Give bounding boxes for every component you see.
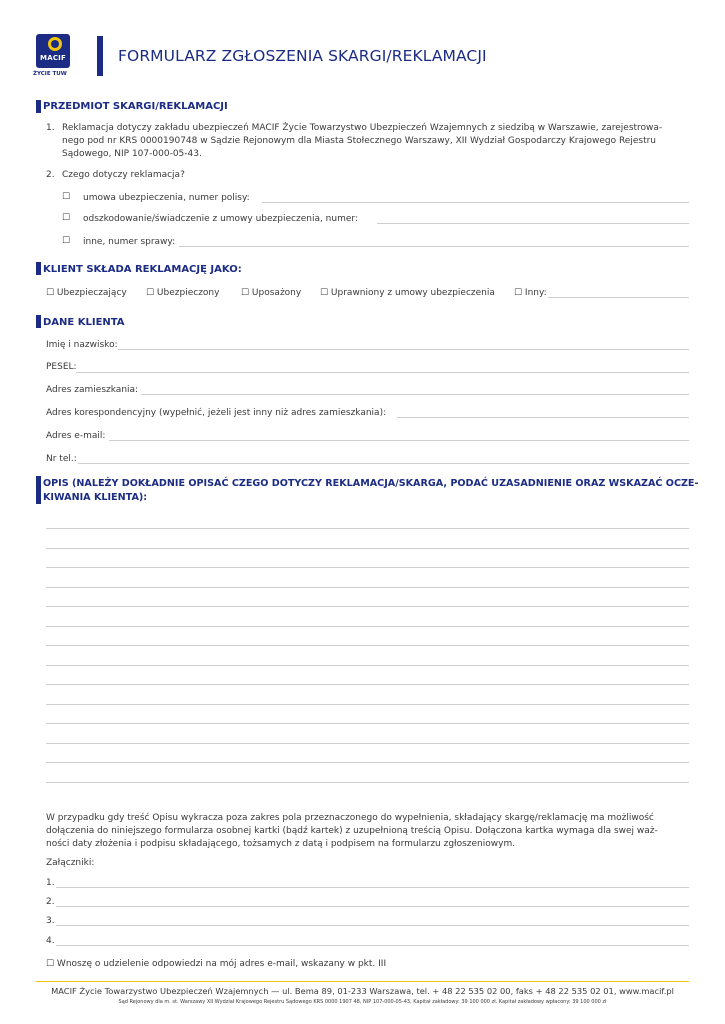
note-line: ności daty złożenia i podpisu składającego, tożsamych z datą i podpisem na formularzu zgłoszeniowym. bbox=[46, 839, 516, 849]
field-label: Adres zamieszkania: bbox=[46, 385, 139, 395]
role-option[interactable]: ☐ Uposażony bbox=[241, 288, 302, 298]
section-heading-subject: PRZEDMIOT SKARGI/REKLAMACJI bbox=[43, 101, 228, 112]
section-marker bbox=[36, 262, 41, 275]
role-option[interactable]: ☐ Ubezpieczony bbox=[146, 288, 220, 298]
section-marker bbox=[36, 315, 41, 328]
fill-line[interactable] bbox=[56, 925, 689, 926]
description-line[interactable] bbox=[46, 665, 689, 666]
item-number: 1. bbox=[46, 123, 55, 133]
fill-line[interactable] bbox=[78, 463, 689, 464]
description-line[interactable] bbox=[46, 645, 689, 646]
fill-line[interactable] bbox=[141, 394, 689, 395]
logo-wordmark: MACIF bbox=[40, 54, 66, 62]
description-line[interactable] bbox=[46, 684, 689, 685]
attachments-label: Załączniki: bbox=[46, 858, 95, 868]
field-label: Imię i nazwisko: bbox=[46, 340, 118, 350]
section-marker bbox=[36, 100, 41, 113]
attachment-number: 2. bbox=[46, 897, 55, 907]
description-line[interactable] bbox=[46, 528, 689, 529]
description-line[interactable] bbox=[46, 762, 689, 763]
field-label: Nr tel.: bbox=[46, 454, 77, 464]
section-heading-description: OPIS (NALEŻY DOKŁADNIE OPISAĆ CZEGO DOTYCZY REKLAMACJA/SKARGA, PODAĆ UZASADNIENIE ORAZ WSKAZAĆ OCZE- bbox=[43, 478, 699, 489]
fill-line[interactable] bbox=[397, 417, 689, 418]
section-heading-client-data: DANE KLIENTA bbox=[43, 317, 125, 328]
section-heading-client-as: KLIENT SKŁADA REKLAMACJĘ JAKO: bbox=[43, 264, 242, 275]
checkbox[interactable]: ☐ bbox=[62, 192, 71, 202]
fill-line[interactable] bbox=[377, 223, 689, 224]
field-label: PESEL: bbox=[46, 362, 77, 372]
role-option[interactable]: ☐ Ubezpieczający bbox=[46, 288, 127, 298]
logo-subtitle: ŻYCIE TUW bbox=[33, 71, 67, 77]
item1-line: Reklamacja dotyczy zakładu ubezpieczeń MACIF Życie Towarzystwo Ubezpieczeń Wzajemnych z siedzibą w Warszawie, zarejestrowa- bbox=[62, 123, 663, 133]
fill-line[interactable] bbox=[76, 372, 689, 373]
section-marker bbox=[36, 476, 41, 504]
checkbox[interactable]: ☐ bbox=[62, 213, 71, 223]
footer-registration: Sąd Rejonowy dla m. st. Warszawy XII Wydział Krajowego Rejestru Sądowego KRS 0000 1907 48, NIP 107-000-05-43, Kapitał zakładowy: 39 100 000 zł. Kapitał zakładowy wpłacony: 39 100 000 zł bbox=[118, 999, 607, 1005]
description-line[interactable] bbox=[46, 548, 689, 549]
option-label: inne, numer sprawy: bbox=[83, 237, 176, 247]
item1-line: Sądowego, NIP 107-000-05-43. bbox=[62, 149, 202, 159]
attachment-number: 3. bbox=[46, 916, 55, 926]
description-line[interactable] bbox=[46, 606, 689, 607]
fill-line[interactable] bbox=[179, 246, 689, 247]
fill-line[interactable] bbox=[56, 887, 689, 888]
footer-address: MACIF Życie Towarzystwo Ubezpieczeń Wzajemnych — ul. Bema 89, 01-233 Warszawa, tel. + 48 22 535 02 00, faks + 48 22 535 02 01, www.macif.pl bbox=[51, 986, 674, 996]
logo-mark-icon bbox=[48, 37, 62, 51]
description-line[interactable] bbox=[46, 587, 689, 588]
checkbox[interactable]: ☐ bbox=[62, 236, 71, 246]
description-line[interactable] bbox=[46, 704, 689, 705]
description-line[interactable] bbox=[46, 723, 689, 724]
fill-line[interactable] bbox=[118, 349, 689, 350]
macif-logo bbox=[36, 34, 70, 68]
item-number: 2. bbox=[46, 170, 55, 180]
attachment-number: 4. bbox=[46, 936, 55, 946]
attachment-number: 1. bbox=[46, 878, 55, 888]
fill-line[interactable] bbox=[56, 945, 689, 946]
role-option[interactable]: ☐ Inny: bbox=[514, 288, 547, 298]
fill-line[interactable] bbox=[56, 906, 689, 907]
description-line[interactable] bbox=[46, 567, 689, 568]
fill-line[interactable] bbox=[548, 297, 689, 298]
footer-divider bbox=[36, 981, 689, 982]
page-title: FORMULARZ ZGŁOSZENIA SKARGI/REKLAMACJI bbox=[118, 47, 487, 65]
item1-line: nego pod nr KRS 0000190748 w Sądzie Rejonowym dla Miasta Stołecznego Warszawy, XII Wydział Gospodarczy Krajowego Rejestru bbox=[62, 136, 657, 146]
fill-line[interactable] bbox=[109, 440, 689, 441]
note-line: dołączenia do niniejszego formularza osobnej kartki (bądź kartek) z uzupełnioną treścią Opisu. Dołączona kartka wymaga dla swej waż- bbox=[46, 826, 658, 836]
description-line[interactable] bbox=[46, 743, 689, 744]
role-option[interactable]: ☐ Uprawniony z umowy ubezpieczenia bbox=[320, 288, 495, 298]
email-consent-checkbox[interactable]: ☐ Wnoszę o udzielenie odpowiedzi na mój adres e-mail, wskazany w pkt. III bbox=[46, 959, 387, 969]
field-label: Adres e-mail: bbox=[46, 431, 106, 441]
title-accent-bar bbox=[97, 36, 103, 76]
field-label: Adres korespondencyjny (wypełnić, jeżeli jest inny niż adres zamieszkania): bbox=[46, 408, 387, 418]
note-line: W przypadku gdy treść Opisu wykracza poza zakres pola przeznaczonego do wypełnienia, składający skargę/reklamację ma możliwość bbox=[46, 813, 654, 823]
section-heading-description: KIWANIA KLIENTA): bbox=[43, 492, 148, 503]
option-label: odszkodowanie/świadczenie z umowy ubezpieczenia, numer: bbox=[83, 214, 358, 224]
fill-line[interactable] bbox=[262, 202, 689, 203]
description-line[interactable] bbox=[46, 782, 689, 783]
description-line[interactable] bbox=[46, 626, 689, 627]
item2-question: Czego dotyczy reklamacja? bbox=[62, 170, 185, 180]
option-label: umowa ubezpieczenia, numer polisy: bbox=[83, 193, 250, 203]
